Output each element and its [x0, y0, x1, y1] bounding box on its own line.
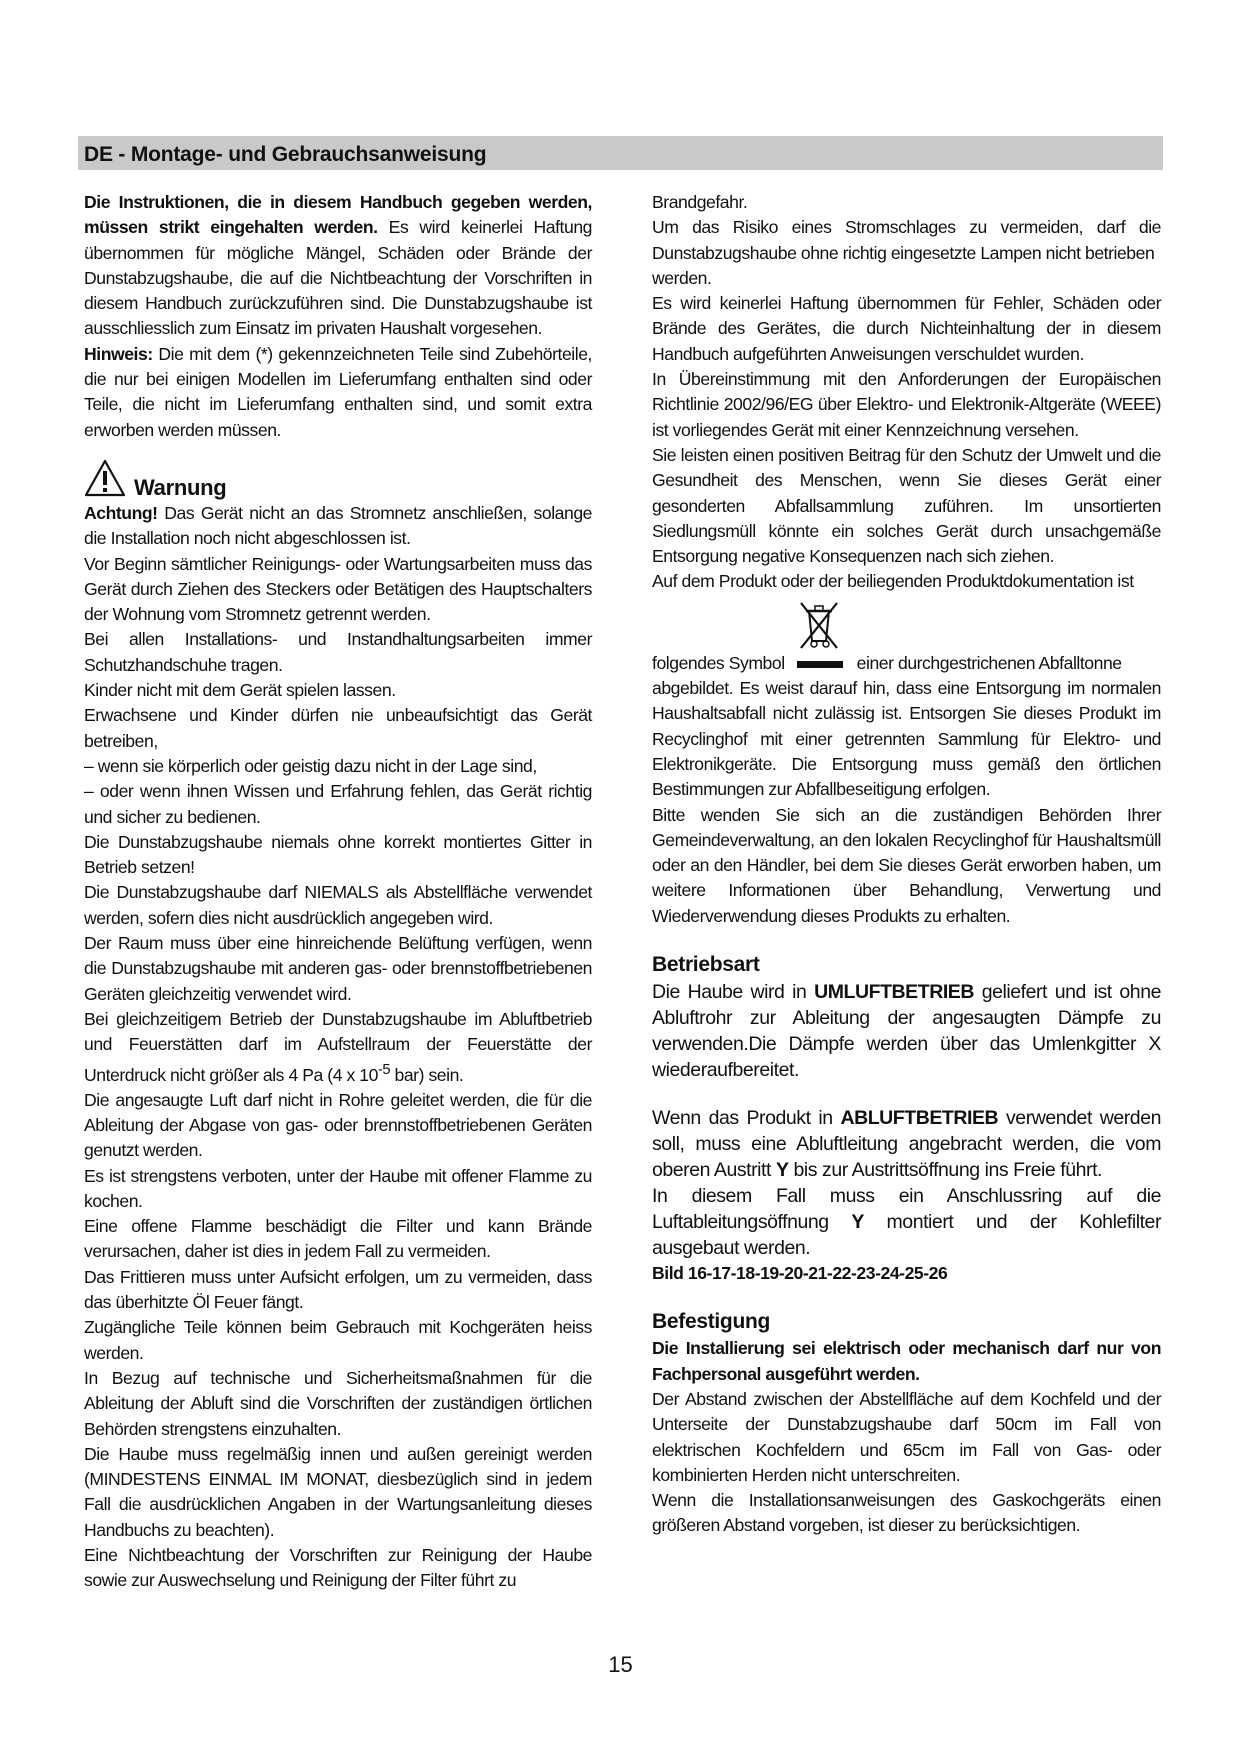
intro-rest: Es wird keinerlei Haftung übernommen für mögliche Mängel, Schäden oder Brände der Dunstabzugshaube, die auf die Nichtbeachtung der Vorschriften in diesem Handbuch zurückzuführen sind. Die Dunstabzugshaube ist ausschliesslich zum Einsatz im privaten Haushalt vorgesehen. — [84, 217, 592, 339]
right-paragraph: abgebildet. Es weist darauf hin, dass eine Entsorgung im normalen Haushaltsabfall nicht zulässig ist. Entsorgen Sie dieses Produkt im Recyclinghof mit einer getrennten Sammlung für Elektro- und Elektronikgeräte. Die Entsorgung muss gemäß den örtlichen Bestimmungen zur Abfallbeseitigung erfolgen. — [652, 678, 1161, 800]
spacer — [652, 1083, 1161, 1105]
bin-underline-bar-icon — [797, 661, 843, 668]
hint-text: Die mit dem (*) gekennzeichneten Teile sind Zubehörteile, die nur bei einigen Modellen im Lieferumfang enthalten sind oder Teile, die nicht im Lieferumfang enthalten sind, und somit extra erworben werden müssen. — [84, 343, 592, 440]
symbol-text-before: folgendes Symbol — [652, 652, 785, 673]
umluft-keyword: UMLUFTBETRIEB — [814, 981, 974, 1004]
right-paragraph: Der Abstand zwischen der Abstellfläche auf dem Kochfeld und der Unterseite der Dunstabzugshaube darf 50cm im Fall von elektrischen Kochfeldern und 65cm im Fall von Gas- oder kombinierten Herden nicht unterschreiten. — [652, 1388, 1161, 1485]
intro-bold: Die Instruktionen, die in diesem Handbuch gegeben werden, müssen strikt eingehalten werden. — [84, 192, 592, 238]
symbol-paragraph — [652, 651, 1161, 676]
right-paragraph: Auf dem Produkt oder der beiliegenden Produktdokumentation ist — [652, 571, 1134, 592]
pressure-text-end: bar) sein. — [390, 1064, 464, 1085]
left-paragraph: Der Raum muss über eine hinreichende Belüftung verfügen, wenn die Dunstabzugshaube mit anderen gas- oder brennstoffbetriebenen Geräten gleichzeitig verwendet wird. — [84, 933, 592, 1004]
left-paragraph: Vor Beginn sämtlicher Reinigungs- oder Wartungsarbeiten muss das Gerät durch Ziehen des Steckers oder Betätigen des Hauptschalters der Wohnung vom Stromnetz getrennt werden. — [84, 553, 592, 625]
left-paragraph: Die Haube muss regelmäßig innen und außen gereinigt werden (MINDESTENS EINMAL IM MONAT, diesbezüglich sind in jedem Fall die ausdrücklichen Angaben in der Wartungsanleitung dieses Handbuchs zu beachten). — [84, 1443, 592, 1540]
text-span: Die Haube wird in — [652, 981, 815, 1004]
text-span: montiert und der Kohlefilter ausgebaut werden. — [652, 1211, 1161, 1260]
text-span: Wenn das Produkt in — [652, 1107, 841, 1130]
right-paragraph: Brandgefahr. — [652, 192, 748, 212]
betriebsart-heading: Betriebsart — [652, 953, 760, 977]
text-span: verwendet werden soll, muss eine Abluftleitung angebracht werden, die vom oberen Austritt — [652, 1107, 1161, 1182]
right-paragraph: werden. — [652, 267, 712, 288]
left-paragraph: Kinder nicht mit dem Gerät spielen lassen. — [84, 680, 396, 701]
right-paragraph: Wenn die Installationsanweisungen des Gaskochgeräts einen größeren Abstand vorgeben, ist dieser zu berücksichtigen. — [652, 1490, 1161, 1536]
left-paragraph: In Bezug auf technische und Sicherheitsmaßnahmen für die Ableitung der Abluft sind die Vorschriften der zuständigen örtlichen Behörden strengstens einzuhalten. — [84, 1367, 592, 1439]
warning-heading — [84, 459, 592, 501]
attention-label: Achtung! — [84, 502, 158, 523]
right-paragraph: In Übereinstimmung mit den Anforderungen der Europäischen Richtlinie 2002/96/EG über Elektro- und Elektronik-Altgeräte (WEEE) ist vorliegendes Gerät mit einer Kennzeichnung versehen. — [652, 369, 1161, 440]
outlet-y-label: Y — [851, 1211, 864, 1234]
befestigung-bold: Die Installierung sei elektrisch oder mechanisch darf nur von Fachpersonal ausgeführt werden. — [652, 1338, 1161, 1384]
pressure-paragraph — [84, 1007, 592, 1088]
attention-paragraph — [84, 501, 592, 552]
befestigung-heading: Befestigung — [652, 1310, 771, 1334]
right-paragraph: Um das Risiko eines Stromschlages zu vermeiden, darf die Dunstabzugshaube ohne richtig eingesetzte Lampen nicht betrieben — [652, 217, 1161, 263]
betriebsart-umluft — [652, 979, 1161, 1083]
right-paragraph: Es wird keinerlei Haftung übernommen für Fehler, Schäden oder Brände des Gerätes, die durch Nichteinhaltung der in diesem Handbuch aufgeführten Anweisungen verschuldet wurden. — [652, 293, 1161, 364]
text-span: In diesem Fall muss ein Anschlussring auf die Luftableitungsöffnung — [652, 1185, 1161, 1234]
left-paragraph: Eine offene Flamme beschädigt die Filter und kann Brände verursachen, daher ist dies in jedem Fall zu vermeiden. — [84, 1216, 592, 1262]
left-paragraph: Eine Nichtbeachtung der Vorschriften zur Reinigung der Haube sowie zur Auswechselung und Reinigung der Filter führt zu — [84, 1545, 592, 1591]
left-paragraph: – wenn sie körperlich oder geistig dazu nicht in der Lage sind, — [84, 755, 537, 776]
crossed-bin-icon — [797, 601, 841, 651]
intro-paragraph — [84, 190, 592, 342]
section-title: DE - Montage- und Gebrauchsanweisung — [84, 143, 487, 166]
hint-label: Hinweis: — [84, 343, 153, 364]
left-column — [84, 190, 592, 1594]
text-span: geliefert und ist ohne Abluftrohr zur Ableitung der angesaugten Dämpfe zu verwenden.Die Dämpfe werden über das Umlenkgitter X wiederaufbereitet. — [652, 981, 1161, 1082]
abluft-keyword: ABLUFTBETRIEB — [840, 1107, 999, 1130]
text-span: bis zur Austrittsöffnung ins Freie führt. — [788, 1159, 1103, 1182]
right-paragraph: Sie leisten einen positiven Beitrag für den Schutz der Umwelt und die Gesundheit des Menschen, wenn Sie dieses Gerät einer gesonderten Abfallsammlung zuführen. Im unsortierten Siedlungsmüll könnte ein solches Gerät durch unsachgemäße Entsorgung negative Konsequenzen nach sich ziehen. — [652, 444, 1161, 567]
left-paragraph: Bei allen Installations- und Instandhaltungsarbeiten immer Schutzhandschuhe tragen. — [84, 629, 592, 675]
right-column — [652, 190, 1161, 1539]
section-header — [78, 136, 1163, 170]
warning-title: Warnung — [134, 474, 227, 500]
left-paragraph: Zugängliche Teile können beim Gebrauch mit Kochgeräten heiss werden. — [84, 1317, 592, 1363]
left-paragraph: Die angesaugte Luft darf nicht in Rohre geleitet werden, die für die Ableitung der Abgase von gas- oder brennstoffbetriebenen Geräten genutzt werden. — [84, 1089, 592, 1161]
left-paragraph: Die Dunstabzugshaube niemals ohne korrekt montiertes Gitter in Betrieb setzen! — [84, 831, 592, 878]
betriebsart-ring — [652, 1183, 1161, 1261]
figure-reference: Bild 16-17-18-19-20-21-22-23-24-25-26 — [652, 1263, 948, 1284]
left-paragraph: Es ist strengstens verboten, unter der Haube mit offener Flamme zu kochen. — [84, 1165, 592, 1211]
warning-triangle-icon — [84, 459, 126, 497]
left-paragraph: Erwachsene und Kinder dürfen nie unbeaufsichtigt das Gerät betreiben, — [84, 705, 592, 751]
page-number: 15 — [608, 1652, 633, 1677]
left-paragraph: Das Frittieren muss unter Aufsicht erfolgen, um zu vermeiden, dass das überhitzte Öl Feuer fängt. — [84, 1266, 592, 1313]
left-paragraph: – oder wenn ihnen Wissen und Erfahrung fehlen, das Gerät richtig und sicher zu bedienen. — [84, 781, 592, 827]
left-paragraph: Die Dunstabzugshaube darf NIEMALS als Abstellfläche verwendet werden, sofern dies nicht ausdrücklich angegeben wird. — [84, 882, 592, 928]
attention-text: Das Gerät nicht an das Stromnetz anschließen, solange die Installation noch nicht abgeschlossen ist. — [84, 502, 592, 549]
pressure-exponent: -5 — [377, 1061, 391, 1078]
symbol-text-after: einer durchgestrichenen Abfalltonne — [856, 652, 1122, 673]
right-paragraph: Bitte wenden Sie sich an die zuständigen Behörden Ihrer Gemeindeverwaltung, an den lokalen Recyclinghof für Haushaltsmüll oder an den Händler, bei dem Sie dieses Gerät erworben haben, um weitere Informationen über Behandlung, Verwertung und Wiederverwendung dieses Produkts zu erhalten. — [652, 804, 1161, 926]
hint-paragraph — [84, 342, 592, 443]
betriebsart-abluft — [652, 1105, 1161, 1183]
pressure-text: Bei gleichzeitigem Betrieb der Dunstabzugshaube im Abluftbetrieb und Feuerstätten darf im Aufstellraum der Feuerstätte der Unterdruck nicht größer als 4 Pa (4 x 10 — [84, 1008, 592, 1085]
outlet-y-label: Y — [775, 1159, 789, 1182]
